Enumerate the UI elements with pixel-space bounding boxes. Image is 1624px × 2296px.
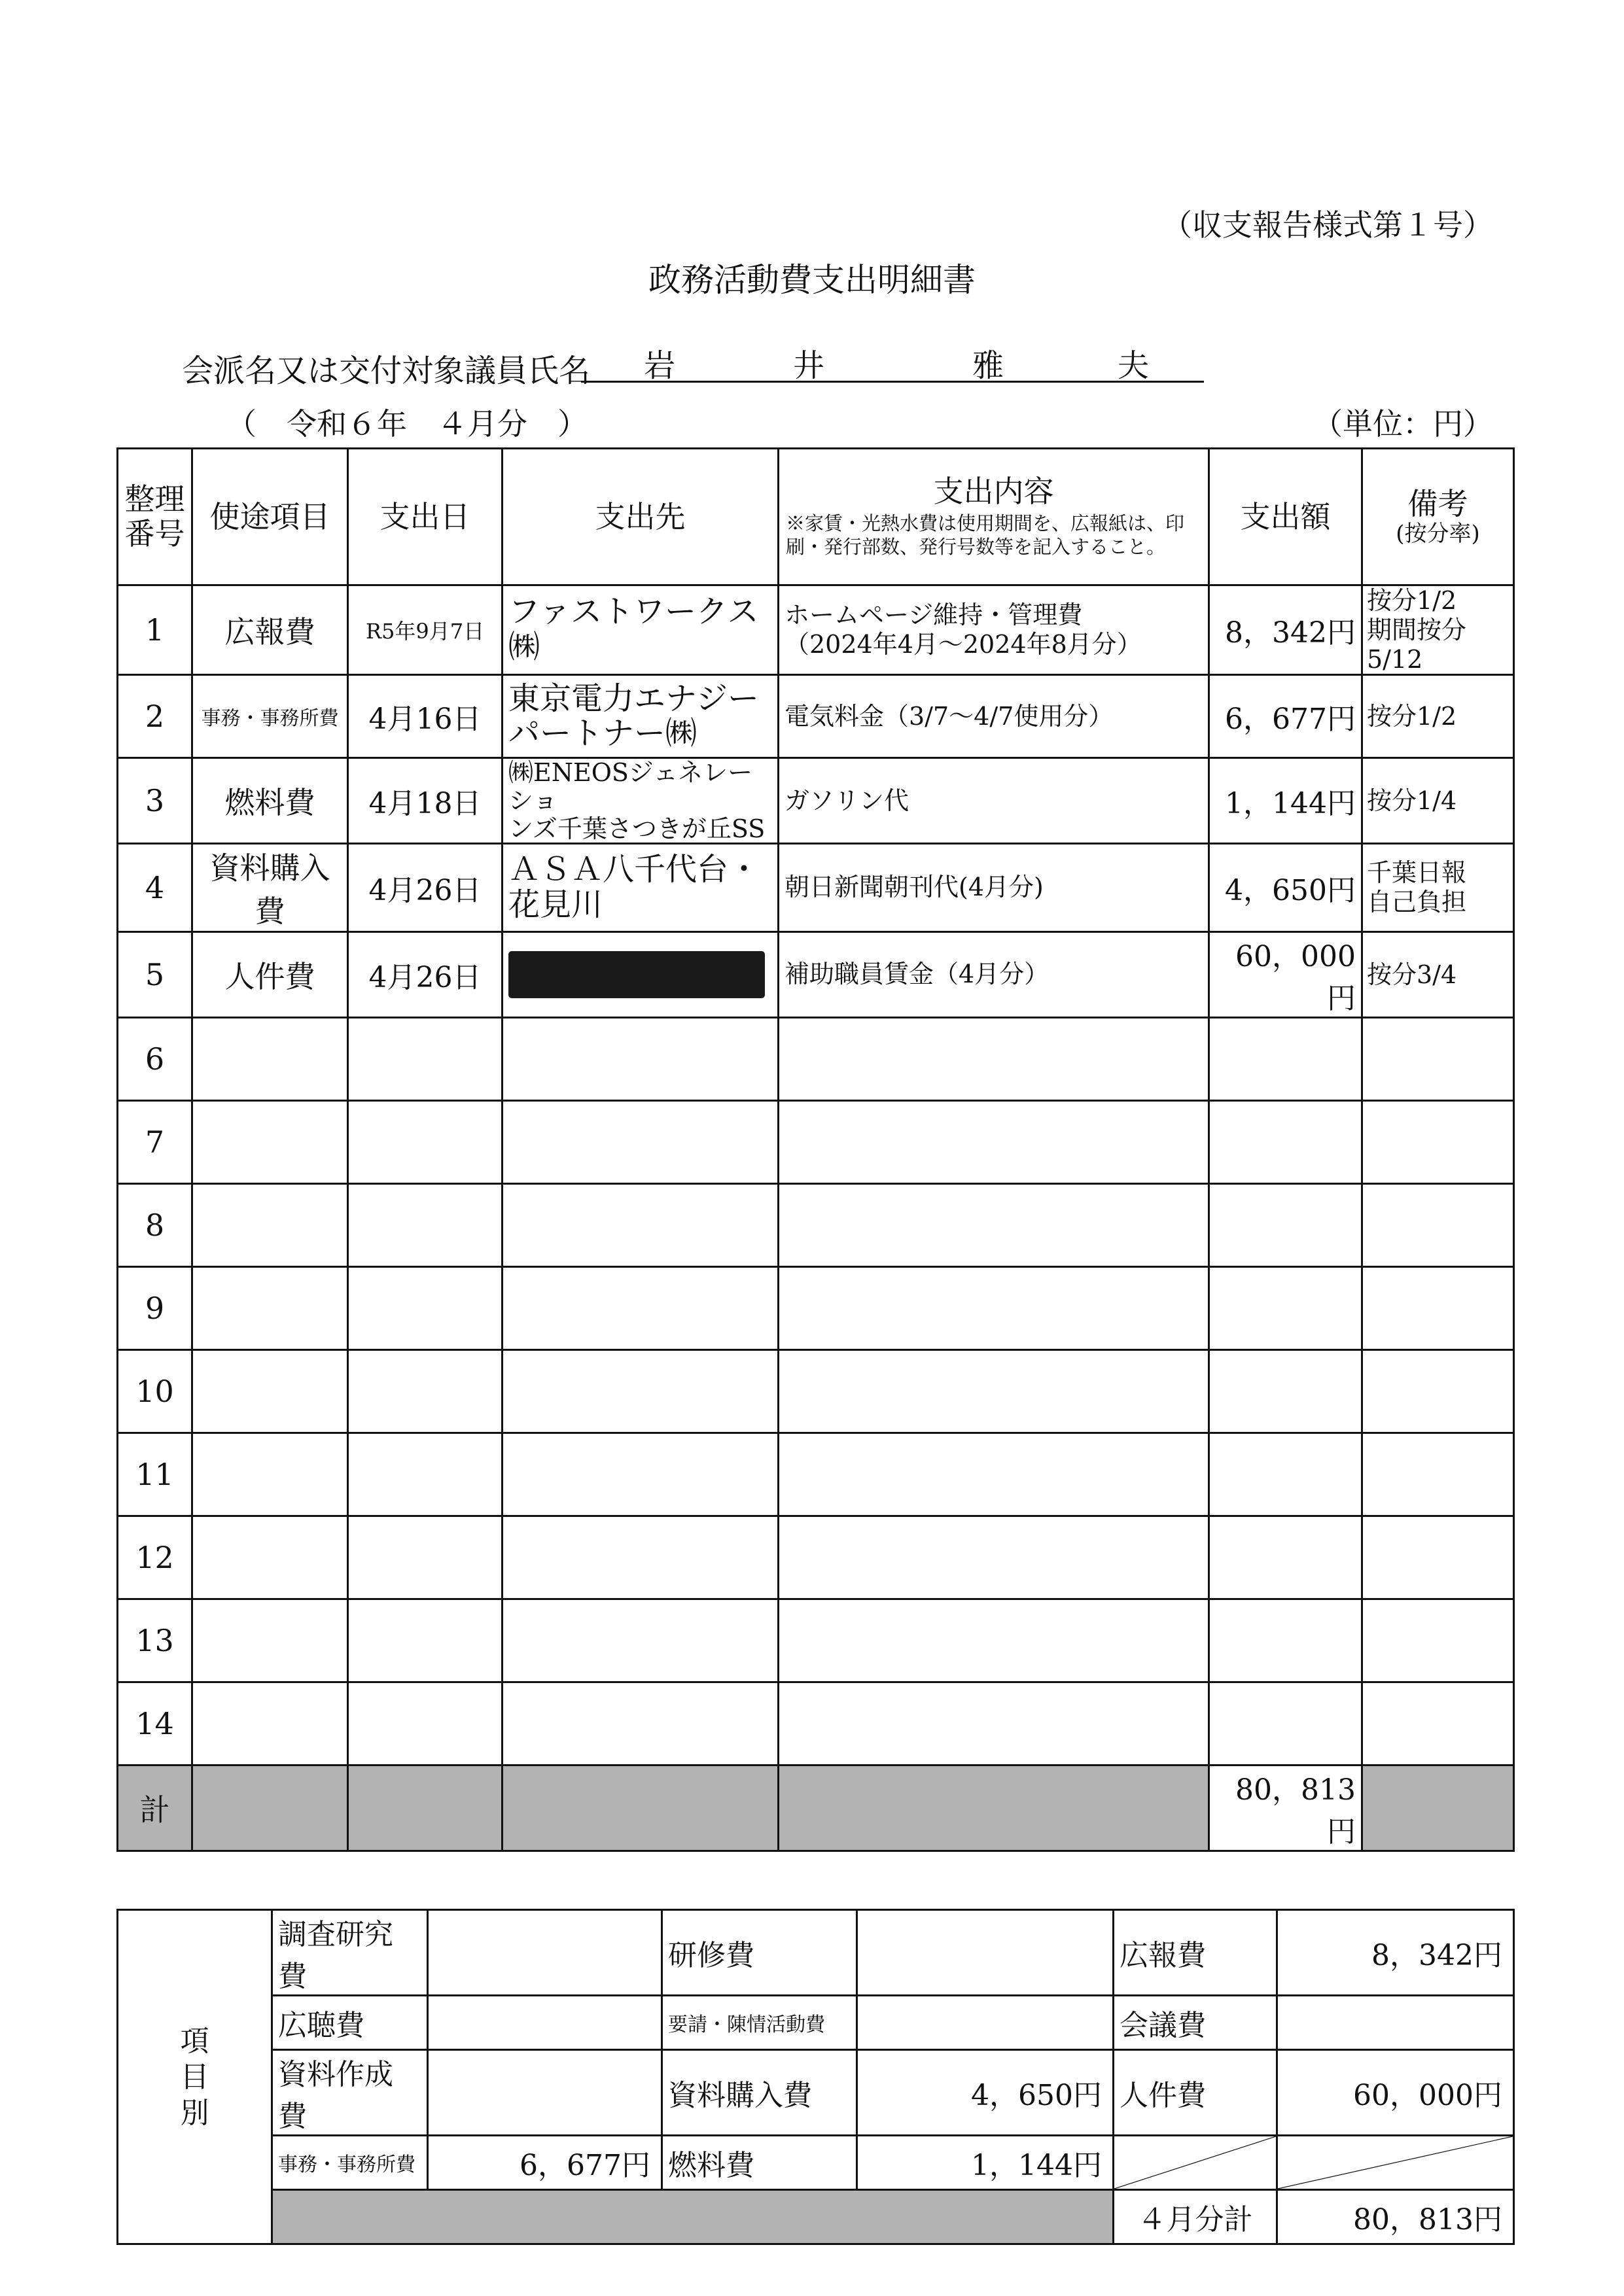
row-date: [348, 1682, 503, 1765]
total-shaded-cell: [192, 1765, 348, 1851]
header-remarks-sub: (按分率): [1396, 520, 1480, 547]
row-category: 人件費: [192, 932, 348, 1018]
row-description: [779, 1516, 1209, 1599]
row-category: [192, 1267, 348, 1350]
row-remarks: [1362, 1101, 1514, 1184]
row-payee: ＡＳＡ八千代台・ 花見川: [503, 844, 779, 932]
summary-label: 広報費: [1114, 1910, 1277, 1996]
row-amount: [1209, 1184, 1362, 1267]
table-row: [118, 1599, 1514, 1682]
header-payee: 支出先: [503, 449, 779, 585]
form-number: （収支報告様式第１号）: [1162, 207, 1493, 243]
row-payee: [503, 1599, 779, 1682]
table-row: [118, 1516, 1514, 1599]
summary-label: 事務・事務所費: [272, 2136, 428, 2190]
row-payee: [503, 1682, 779, 1765]
table-row: [118, 1350, 1514, 1433]
row-number: 8: [118, 1184, 192, 1267]
row-category: 事務・事務所費: [192, 675, 348, 758]
row-payee: [503, 1516, 779, 1599]
row-remarks: 按分1/2: [1362, 675, 1514, 758]
reporting-period: （ 令和６年 ４月分 ）: [226, 406, 588, 442]
row-remarks: 按分1/2 期間按分 5/12: [1362, 585, 1514, 675]
row-remarks: 按分3/4: [1362, 932, 1514, 1018]
table-row: [118, 585, 1514, 675]
summary-side-label: 項 目 別: [118, 1910, 272, 2244]
row-date: [348, 1184, 503, 1267]
row-payee: [503, 1184, 779, 1267]
row-number: 6: [118, 1018, 192, 1101]
row-date: 4月26日: [348, 932, 503, 1018]
row-date: [348, 1433, 503, 1516]
row-amount: 1，144円: [1209, 758, 1362, 844]
summary-unused-cell: [1277, 2136, 1514, 2190]
summary-amount: 60，000円: [1277, 2050, 1514, 2136]
summary-amount: [1277, 1996, 1514, 2050]
member-name-label: 会派名又は交付対象議員氏名: [182, 353, 591, 389]
monthly-total-amount: 80，813円: [1277, 2190, 1514, 2244]
row-number: 3: [118, 758, 192, 844]
row-category: [192, 1184, 348, 1267]
row-remarks: [1362, 1018, 1514, 1101]
row-date: [348, 1267, 503, 1350]
row-amount: [1209, 1350, 1362, 1433]
row-remarks: [1362, 1433, 1514, 1516]
row-number: 12: [118, 1516, 192, 1599]
row-payee: ファストワークス ㈱: [503, 585, 779, 675]
row-amount: [1209, 1682, 1362, 1765]
header-category: 使途項目: [192, 449, 348, 585]
summary-label: 調査研究費: [272, 1910, 428, 1996]
row-payee: [503, 1350, 779, 1433]
member-name-char: 岩: [644, 347, 676, 384]
row-category: 燃料費: [192, 758, 348, 844]
member-name-char: 雅: [972, 347, 1004, 384]
row-category: [192, 1682, 348, 1765]
table-row: [118, 932, 1514, 1018]
row-amount: 6，677円: [1209, 675, 1362, 758]
row-description: 電気料金（3/7～4/7使用分）: [779, 675, 1209, 758]
summary-total-row: [118, 2190, 1514, 2244]
summary-label: 資料購入費: [662, 2050, 857, 2136]
row-remarks: [1362, 1599, 1514, 1682]
summary-shaded-cell: [272, 2190, 1114, 2244]
row-number: 4: [118, 844, 192, 932]
unit-label: （単位：円）: [1313, 406, 1493, 442]
table-row: [118, 1682, 1514, 1765]
row-amount: [1209, 1267, 1362, 1350]
row-number: 13: [118, 1599, 192, 1682]
diagonal-strike-icon: [1278, 2136, 1513, 2189]
row-date: [348, 1101, 503, 1184]
row-description: [779, 1682, 1209, 1765]
header-amount: 支出額: [1209, 449, 1362, 585]
summary-amount: 8，342円: [1277, 1910, 1514, 1996]
summary-label: 要請・陳情活動費: [662, 1996, 857, 2050]
table-row: [118, 675, 1514, 758]
total-shaded-cell: [503, 1765, 779, 1851]
row-payee: [503, 1267, 779, 1350]
table-row: [118, 1018, 1514, 1101]
summary-label: 人件費: [1114, 2050, 1277, 2136]
row-category: [192, 1350, 348, 1433]
row-number: 9: [118, 1267, 192, 1350]
summary-amount: 1，144円: [857, 2136, 1114, 2190]
row-amount: [1209, 1433, 1362, 1516]
monthly-total-label: ４月分計: [1114, 2190, 1277, 2244]
row-amount: 8，342円: [1209, 585, 1362, 675]
table-row: [118, 844, 1514, 932]
row-date: 4月16日: [348, 675, 503, 758]
row-remarks: [1362, 1267, 1514, 1350]
row-description: [779, 1184, 1209, 1267]
row-payee: [503, 1433, 779, 1516]
summary-amount: [857, 1996, 1114, 2050]
summary-amount: 4，650円: [857, 2050, 1114, 2136]
row-remarks: 按分1/4: [1362, 758, 1514, 844]
summary-row: [118, 1996, 1514, 2050]
row-number: 5: [118, 932, 192, 1018]
diagonal-strike-icon: [1114, 2136, 1276, 2189]
row-date: [348, 1350, 503, 1433]
summary-amount: [428, 2050, 662, 2136]
row-payee: [503, 932, 779, 1018]
total-shaded-cell: [348, 1765, 503, 1851]
row-category: [192, 1018, 348, 1101]
row-date: 4月26日: [348, 844, 503, 932]
redaction-block: [508, 951, 765, 998]
summary-label: 研修費: [662, 1910, 857, 1996]
row-description: ホームページ維持・管理費 （2024年4月～2024年8月分）: [779, 585, 1209, 675]
row-remarks: [1362, 1184, 1514, 1267]
category-summary-table: [116, 1909, 1515, 2245]
row-description: ガソリン代: [779, 758, 1209, 844]
summary-row: [118, 2050, 1514, 2136]
row-category: [192, 1599, 348, 1682]
row-category: [192, 1516, 348, 1599]
member-name-field: [581, 340, 1204, 383]
total-amount: 80，813円: [1209, 1765, 1362, 1851]
summary-label: 広聴費: [272, 1996, 428, 2050]
table-row: [118, 758, 1514, 844]
row-number: 14: [118, 1682, 192, 1765]
summary-row: [118, 2136, 1514, 2190]
table-row: [118, 1433, 1514, 1516]
row-amount: [1209, 1018, 1362, 1101]
row-number: 7: [118, 1101, 192, 1184]
table-header-row: [118, 449, 1514, 585]
table-row: [118, 1101, 1514, 1184]
row-amount: 4，650円: [1209, 844, 1362, 932]
row-description: 朝日新聞朝刊代(4月分): [779, 844, 1209, 932]
row-description: [779, 1018, 1209, 1101]
total-shaded-cell: [1362, 1765, 1514, 1851]
expenditure-table: [116, 447, 1515, 1852]
row-description: [779, 1599, 1209, 1682]
header-remarks: [1362, 449, 1514, 585]
table-row: [118, 1184, 1514, 1267]
header-description: [779, 449, 1209, 585]
row-date: R5年9月7日: [348, 585, 503, 675]
row-description: [779, 1101, 1209, 1184]
row-category: 広報費: [192, 585, 348, 675]
member-name-char: 井: [793, 347, 825, 384]
row-number: 2: [118, 675, 192, 758]
summary-label: 資料作成費: [272, 2050, 428, 2136]
header-no: 整理 番号: [118, 449, 192, 585]
row-category: [192, 1101, 348, 1184]
summary-amount: [428, 1996, 662, 2050]
total-label: 計: [118, 1765, 192, 1851]
summary-row: [118, 1910, 1514, 1996]
total-shaded-cell: [779, 1765, 1209, 1851]
row-payee: [503, 1018, 779, 1101]
row-date: [348, 1516, 503, 1599]
row-description: [779, 1350, 1209, 1433]
row-remarks: 千葉日報 自己負担: [1362, 844, 1514, 932]
row-description: [779, 1267, 1209, 1350]
row-number: 11: [118, 1433, 192, 1516]
summary-unused-cell: [1114, 2136, 1277, 2190]
row-number: 1: [118, 585, 192, 675]
row-number: 10: [118, 1350, 192, 1433]
document-title: 政務活動費支出明細書: [648, 261, 976, 299]
row-date: 4月18日: [348, 758, 503, 844]
row-category: [192, 1433, 348, 1516]
header-remarks-title: 備考: [1407, 486, 1468, 521]
row-remarks: [1362, 1350, 1514, 1433]
row-category: 資料購入費: [192, 844, 348, 932]
summary-amount: [428, 1910, 662, 1996]
row-remarks: [1362, 1682, 1514, 1765]
summary-amount: [857, 1910, 1114, 1996]
summary-amount: 6，677円: [428, 2136, 662, 2190]
member-name-char: 夫: [1118, 347, 1150, 384]
header-description-note: ※家賃・光熱水費は使用期間を、広報紙は、印刷・発行部数、発行号数等を記入すること。: [786, 512, 1185, 559]
row-date: [348, 1599, 503, 1682]
row-description: 補助職員賃金（4月分）: [779, 932, 1209, 1018]
total-row: [118, 1765, 1514, 1851]
summary-label: 会議費: [1114, 1996, 1277, 2050]
table-row: [118, 1267, 1514, 1350]
header-date: 支出日: [348, 449, 503, 585]
row-amount: 60，000円: [1209, 932, 1362, 1018]
row-amount: [1209, 1101, 1362, 1184]
row-amount: [1209, 1599, 1362, 1682]
row-payee: 東京電力エナジー パートナー㈱: [503, 675, 779, 758]
row-date: [348, 1018, 503, 1101]
row-payee: ㈱ENEOSジェネレーショ ンズ千葉さつきが丘SS: [503, 758, 779, 844]
header-description-title: 支出内容: [933, 474, 1054, 510]
row-payee: [503, 1101, 779, 1184]
row-remarks: [1362, 1516, 1514, 1599]
row-amount: [1209, 1516, 1362, 1599]
summary-label: 燃料費: [662, 2136, 857, 2190]
row-description: [779, 1433, 1209, 1516]
